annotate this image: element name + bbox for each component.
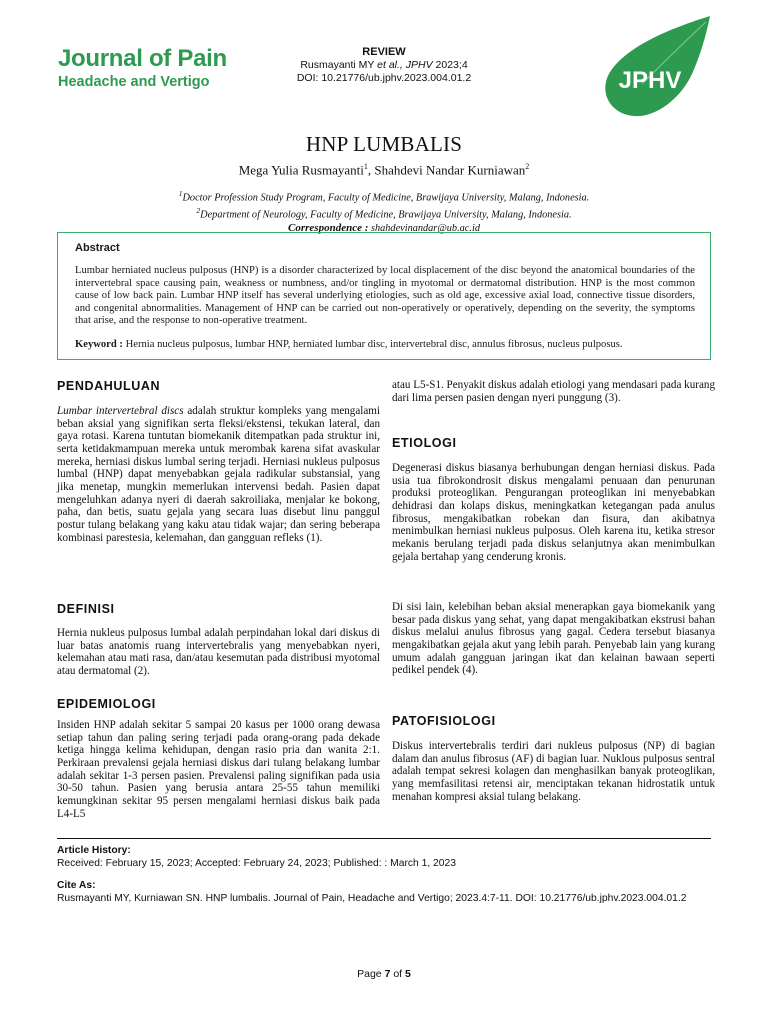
abstract-text: Lumbar herniated nucleus pulposus (HNP) is a disorder characterized by local displacement of the disc beyond the anatomical boundaries of the intervertebral space causing pain, weakness or numbness, and/or tingling in myotomal or dermatomal distribution. HNP is the most common cause of low back pain. Lumbar HNP itself has several underlying etiologies, such as old age, excessive axial load, connective tissue disorders, and congenital abnormalities. Management of HNP can be carried out non-operatively or operatively, depending on the severity, the symptoms that arise, and the response to non-operative treatment. [75, 265, 695, 327]
section-heading-etiologi: ETIOLOGI [392, 436, 457, 450]
keyword-list: Hernia nucleus pulposus, lumbar HNP, herniated lumbar disc, intervertebral disc, annulus fibrosus, nucleus pulposus. [122, 339, 623, 350]
section-text-definisi: Hernia nukleus pulposus lumbal adalah perpindahan lokal dari diskus di luar batas anatomis ruang intervertebralis yang menyebabkan nyeri, kelemahan atau mati rasa, dan/atau kesemutan pada distribusi myotomal atau dermatomal (2). [57, 627, 380, 677]
section-text-etiologi-2: Di sisi lain, kelebihan beban aksial menerapkan gaya biomekanik yang besar pada diskus yang sehat, yang dapat mengakibatkan ekstrusi bahan diskus melalui anulus fibrosus yang gagal. Cedera tersebut biasanya mengakibatkan gejala akut yang lebih parah. Penyebab lain yang kurang umum adalah gangguan jaringan ikat dan kelainan bawaan seperti pedikel pendek (4). [392, 601, 715, 677]
author-1: Mega Yulia Rusmayanti [238, 162, 364, 178]
abstract-box [57, 232, 711, 360]
section-text-pendahuluan: Lumbar intervertebral discs adalah struktur kompleks yang mengalami beban aksial yang signifikan serta fleksi/ekstensi, tekukan lateral, dan gaya rotasi. Karena tuntutan biomekanik ditempatkan pada struktur ini, serta ketidakmampuan mereka untuk merombak karena sifat avaskular mereka, herniasi diskus lumbal sering terjadi. Herniasi nukleus pulposus lumbal (HNP) dapat menyebabkan gejala radikular substansial, yang jika menetap, mungkin memerlukan intervensi bedah. Pasien dapat mengeluhkan adanya nyeri di daerah sakroiliaka, menjalar ke bokong, paha, dan betis, suatu gejala yang secara luas disebut linu panggul postur tulang belakang yang kaku atau tidak wajar; dan sering beberapa kombinasi parestesia, kelemahan, dan gangguan refleks (1). [57, 405, 380, 544]
affiliation-2: $^2$Department of Neurology, Faculty of Medicine, Brawijaya University, Malang, Indonesia. [196, 205, 572, 221]
header-citation: Rusmayanti MY et al., JPHV 2023;4 [300, 59, 468, 71]
section-text-epidemiologi: Insiden HNP adalah sekitar 5 sampai 20 kasus per 1000 orang dewasa setiap tahun dan paling sering terjadi pada orang-orang pada dekade ketiga hingga kelima kehidupan, dengan rasio pria dan wanita 2:1. Perkiraan prevalensi gejala herniasi diskus dari tulang belakang lumbar adalah sekitar 1-3 persen pasien. Prevalensi paling signifikan pada usia 30-50 tahun. Pasien yang berusia antara 25-55 tahun memiliki kemungkinan sekitar 95 persen mengalami herniasi diskus baik pada L4-L5 [57, 719, 380, 820]
cite-as-text: Rusmayanti MY, Kurniawan SN. HNP lumbalis. Journal of Pain, Headache and Vertigo; 2023.4:7-11. DOI: 10.21776/ub.jphv.2023.004.01.2 [57, 892, 687, 904]
article-history-label: Article History: [57, 845, 131, 856]
author-2: Shahdevi Nandar Kurniawan [374, 162, 526, 178]
section-text-etiologi-1: Degenerasi diskus biasanya berhubungan dengan herniasi diskus. Pada usia tua fibrokondrosit diskus mengalami penuaan dan penurunan produksi proteoglikan. Pengurangan proteoglikan ini menyebabkan dehidrasi dan kolaps diskus, meningkatkan ketegangan pada anulus fibrosus, mengakibatkan robekan dan fisura, dan akibatnya menimbulkan herniasi nukleus pulposus. Oleh karena itu, ketika stresor mekanis berulang terjadi pada diskus selanjutnya akan menimbulkan gejala bertahap yang cenderung kronis. [392, 462, 715, 563]
article-type: REVIEW [362, 46, 406, 58]
article-history-dates: Received: February 15, 2023; Accepted: February 24, 2023; Published: : March 1, 2023 [57, 857, 456, 869]
correspondence-label: Correspondence : [288, 221, 369, 234]
affiliation-1: $^1$Doctor Profession Study Program, Faculty of Medicine, Brawijaya University, Malang, Indonesia. [178, 189, 590, 204]
section-heading-definisi: DEFINISI [57, 602, 115, 616]
journal-logo-line1: Journal of Pain [58, 45, 227, 72]
correspondence-email: shahdevinandar@ub.ac.id [368, 222, 480, 234]
journal-logo-line2: Headache and Vertigo [58, 74, 210, 90]
header-doi: DOI: 10.21776/ub.jphv.2023.004.01.2 [296, 72, 472, 84]
jphv-badge-text: JPHV [618, 67, 682, 94]
author-list: Mega Yulia Rusmayanti$^1$, Shahdevi Nandar Kurniawan$^2$ [238, 162, 530, 178]
section-text-patofisiologi: Diskus intervertebralis terdiri dari nukleus pulposus (NP) di bagian dalam dan anulus fibrosus (AF) di bagian luar. Nuklous pulposus sentral adalah tempat sekresi kolagen dan menghasilkan banyak proteoglikan, yang memfasilitasi retensi air, menciptakan tekanan hidrostatik untuk menahan kompresi aksial tulang belakang. [392, 740, 715, 803]
section-heading-pendahuluan: PENDAHULUAN [57, 379, 161, 393]
section-heading-epidemiologi: EPIDEMIOLOGI [57, 697, 156, 711]
keywords [75, 339, 695, 352]
article-history [57, 845, 711, 870]
article-title: HNP LUMBALIS [305, 132, 463, 156]
section-text-epidemiologi-continued: atau L5-S1. Penyakit diskus adalah etiologi yang mendasari pada kurang dari lima persen pasien dengan nyeri punggung (3). [392, 379, 715, 404]
cite-as [57, 880, 711, 905]
jphv-leaf-logo [588, 14, 718, 124]
keyword-label: Keyword : [75, 339, 123, 350]
section-heading-patofisiologi: PATOFISIOLOGI [392, 714, 496, 728]
affiliations [0, 188, 768, 235]
footer-divider [57, 838, 711, 839]
cite-as-label: Cite As: [57, 880, 96, 891]
abstract-heading: Abstract [75, 242, 120, 254]
page-number: Page 7 of 5 [357, 968, 411, 980]
